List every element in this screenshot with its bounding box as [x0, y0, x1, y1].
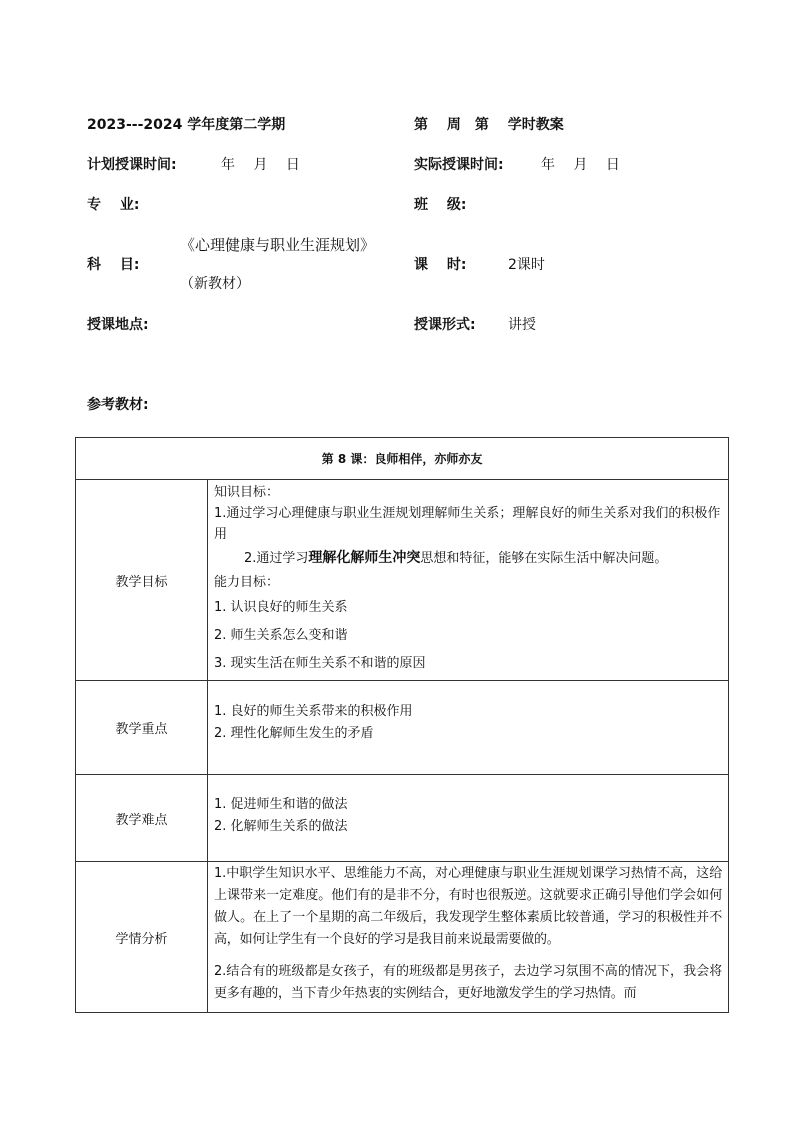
- ability-item: 3. 现实生活在师生关系不和谐的原因: [214, 656, 426, 671]
- plan-time-label: 计划授课时间:: [87, 157, 177, 173]
- knowledge-2-suffix: 思想和特征，能够在实际生活中解决问题。: [420, 551, 668, 566]
- difficulties-cell: [208, 775, 729, 862]
- plan-time-value: 年 月 日: [221, 157, 300, 173]
- form-label: 授课形式:: [414, 317, 476, 333]
- class-label: 班 级:: [414, 197, 467, 213]
- difficulty-item: 1. 促进师生和谐的做法: [214, 797, 348, 812]
- ability-item: 1. 认识良好的师生关系: [214, 600, 348, 615]
- difficulties-label: 教学难点: [76, 775, 208, 862]
- location-label: 授课地点:: [87, 317, 149, 333]
- semester-label: 2023---2024 学年度第二学期: [87, 117, 286, 133]
- lesson-plan-table: [75, 437, 729, 1013]
- subject-value-line1: 《心理健康与职业生涯规划》: [180, 236, 376, 254]
- analysis-label: 学情分析: [76, 862, 208, 1013]
- key-point-item: 2. 理性化解师生发生的矛盾: [214, 726, 374, 741]
- goals-label: 教学目标: [76, 480, 208, 681]
- key-point-item: 1. 良好的师生关系带来的积极作用: [214, 704, 413, 719]
- difficulty-item: 2. 化解师生关系的做法: [214, 819, 348, 834]
- form-value: 讲授: [508, 317, 536, 333]
- knowledge-2: [214, 545, 722, 572]
- goals-cell: [208, 480, 729, 681]
- analysis-para-2: 2.结合有的班级都是女孩子，有的班级都是男孩子，去边学习氛围不高的情况下，我会将更多有趣的，当下青少年热衷的实例结合，更好地激发学生的学习热情。而: [214, 964, 722, 1001]
- reference-label: 参考教材:: [87, 397, 149, 413]
- week-label: 第 周 第 学时教案: [414, 117, 564, 133]
- knowledge-2-bold: 理解化解师生冲突: [308, 550, 421, 566]
- ability-item: 2. 师生关系怎么变和谐: [214, 628, 348, 643]
- lesson-title: 第 8 课：良师相伴，亦师亦友: [76, 438, 729, 480]
- analysis-para-1: 1.中职学生知识水平、思维能力不高，对心理健康与职业生涯规划课学习热情不高，这给上课带来一定难度。他们有的是非不分，有时也很叛逆。这就要求正确引导他们学会如何做人。在上了一个星期的高二年级后，我发现学生整体素质比较普通，学习的积极性并不高，如何让学生有一个良好的学习是我目前来说最需要做的。: [214, 866, 722, 947]
- actual-time-label: 实际授课时间:: [414, 157, 504, 173]
- analysis-cell: [208, 862, 729, 1013]
- key-points-label: 教学重点: [76, 681, 208, 775]
- ability-heading: 能力目标：: [214, 575, 280, 590]
- key-points-cell: [208, 681, 729, 775]
- subject-value-line2: （新教材）: [180, 276, 250, 292]
- knowledge-1: 1.通过学习心理健康与职业生涯规划理解师生关系；理解良好的师生关系对我们的积极作用: [214, 506, 721, 542]
- knowledge-2-prefix: 2.通过学习: [244, 551, 309, 566]
- major-label: 专 业:: [87, 197, 140, 213]
- knowledge-heading: 知识目标：: [214, 485, 280, 500]
- actual-time-value: 年 月 日: [541, 157, 620, 173]
- hours-label: 课 时:: [414, 257, 467, 273]
- subject-label: 科 目:: [87, 257, 140, 273]
- hours-value: 2课时: [508, 257, 545, 273]
